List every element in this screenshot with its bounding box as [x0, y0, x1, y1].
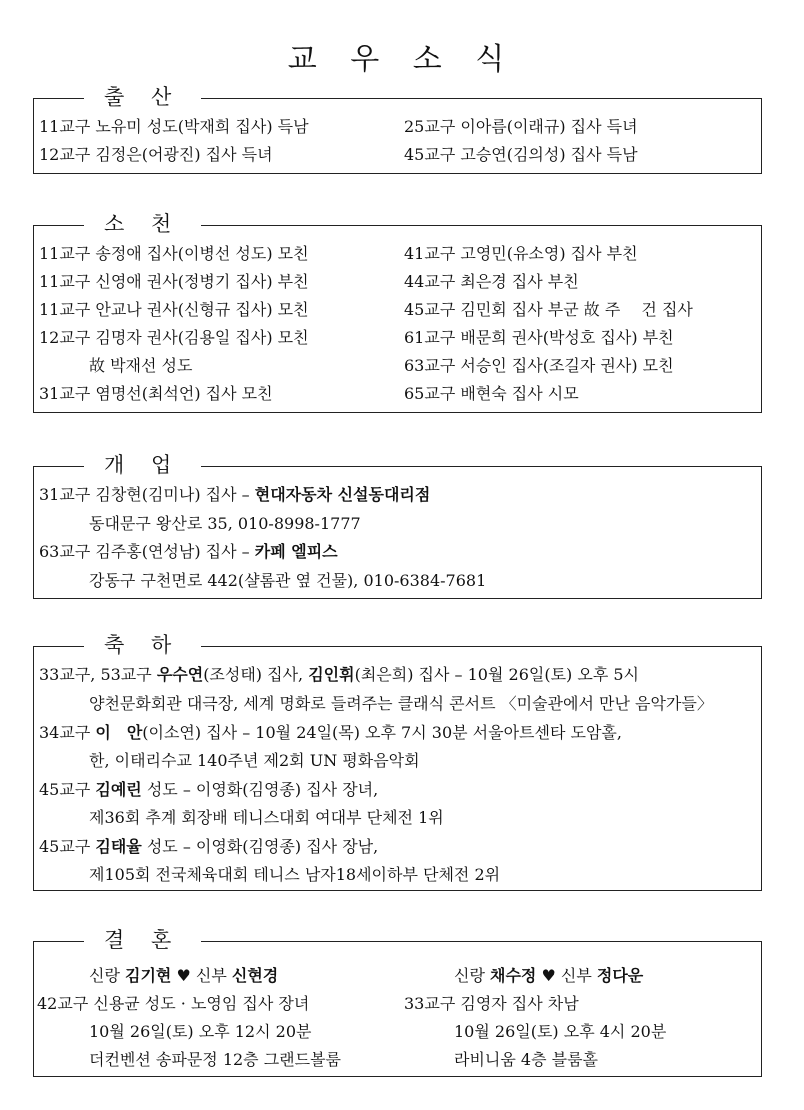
funeral-item: 故 박재선 성도: [89, 356, 193, 375]
congrats-detail: 제36회 추계 회장배 테니스대회 여대부 단체전 1위: [89, 808, 444, 827]
congrats-detail: 한, 이태리수교 140주년 제2회 UN 평화음악회: [89, 751, 420, 770]
wedding-family: 33교구 김영자 집사 차남: [404, 994, 579, 1013]
wedding-place: 더컨벤션 송파문정 12층 그랜드볼룸: [89, 1050, 342, 1069]
funeral-section: [33, 212, 762, 413]
opening-address: 동대문구 왕산로 35, 010-8998-1777: [89, 514, 361, 533]
congrats-detail: 제105회 전국체육대회 테니스 남자18세이하부 단체전 2위: [89, 865, 501, 884]
wedding-place: 라비니움 4층 블룸홀: [454, 1050, 598, 1069]
funeral-item: 11교구 송정애 집사(이병선 성도) 모친: [39, 244, 309, 263]
congrats-item: 34교구 이 안(이소연) 집사 – 10월 24일(목) 오후 7시 30분 서울아트센타 도암홀,: [39, 723, 622, 742]
heart-icon: ♥: [536, 966, 561, 985]
funeral-item: 61교구 배문희 권사(박성호 집사) 부친: [404, 328, 674, 347]
funeral-item: 45교구 김민회 집사 부군 故 주 건 집사: [404, 300, 693, 319]
wedding-family: 42교구 신용균 성도 · 노영임 집사 장녀: [37, 994, 310, 1013]
wedding-time: 10월 26일(토) 오후 4시 20분: [454, 1022, 667, 1041]
birth-item: 45교구 고승연(김의성) 집사 득남: [404, 145, 638, 164]
opening-address: 강동구 구천면로 442(샬롬관 옆 건물), 010-6384-7681: [89, 571, 487, 590]
funeral-item: 41교구 고영민(유소영) 집사 부친: [404, 244, 638, 263]
opening-item: 31교구 김창현(김미나) 집사 – 현대자동차 신설동대리점: [39, 485, 431, 504]
wedding-couple: 신랑 김기현 ♥ 신부 신현경: [89, 966, 279, 985]
opening-heading: 개 업: [84, 452, 201, 478]
funeral-item: 11교구 안교나 권사(신형규 집사) 모친: [39, 300, 309, 319]
birth-heading: 출 산: [84, 84, 201, 110]
birth-item: 25교구 이아름(이래규) 집사 득녀: [404, 117, 638, 136]
birth-item: 11교구 노유미 성도(박재희 집사) 득남: [39, 117, 309, 136]
birth-section: [33, 85, 762, 174]
opening-item: 63교구 김주홍(연성남) 집사 – 카페 엘피스: [39, 542, 338, 561]
funeral-item: 44교구 최은경 집사 부친: [404, 272, 579, 291]
funeral-heading: 소 천: [84, 211, 201, 237]
birth-item: 12교구 김정은(어광진) 집사 득녀: [39, 145, 273, 164]
congrats-item: 33교구, 53교구 우수연(조성태) 집사, 김인휘(최은희) 집사 – 10월 26일(토) 오후 5시: [39, 665, 639, 684]
wedding-time: 10월 26일(토) 오후 12시 20분: [89, 1022, 312, 1041]
congrats-heading: 축 하: [84, 632, 201, 658]
page-title: 교 우 소 식: [287, 42, 517, 77]
opening-section: [33, 453, 762, 599]
congrats-section: [33, 633, 762, 891]
congrats-detail: 양천문화회관 대극장, 세계 명화로 들려주는 클래식 콘서트 〈미술관에서 만난 음악가들〉: [89, 694, 713, 713]
congrats-item: 45교구 김태율 성도 – 이영화(김영종) 집사 장남,: [39, 837, 379, 856]
wedding-heading: 결 혼: [84, 927, 201, 953]
funeral-item: 65교구 배현숙 집사 시모: [404, 384, 579, 403]
funeral-item: 12교구 김명자 권사(김용일 집사) 모친: [39, 328, 309, 347]
wedding-couple: 신랑 채수정 ♥ 신부 정다운: [454, 966, 644, 985]
funeral-item: 31교구 염명선(최석언) 집사 모친: [39, 384, 273, 403]
heart-icon: ♥: [171, 966, 196, 985]
wedding-section: [33, 928, 762, 1077]
congrats-item: 45교구 김예린 성도 – 이영화(김영종) 집사 장녀,: [39, 780, 379, 799]
funeral-item: 11교구 신영애 권사(정병기 집사) 부친: [39, 272, 309, 291]
funeral-item: 63교구 서승인 집사(조길자 권사) 모친: [404, 356, 674, 375]
